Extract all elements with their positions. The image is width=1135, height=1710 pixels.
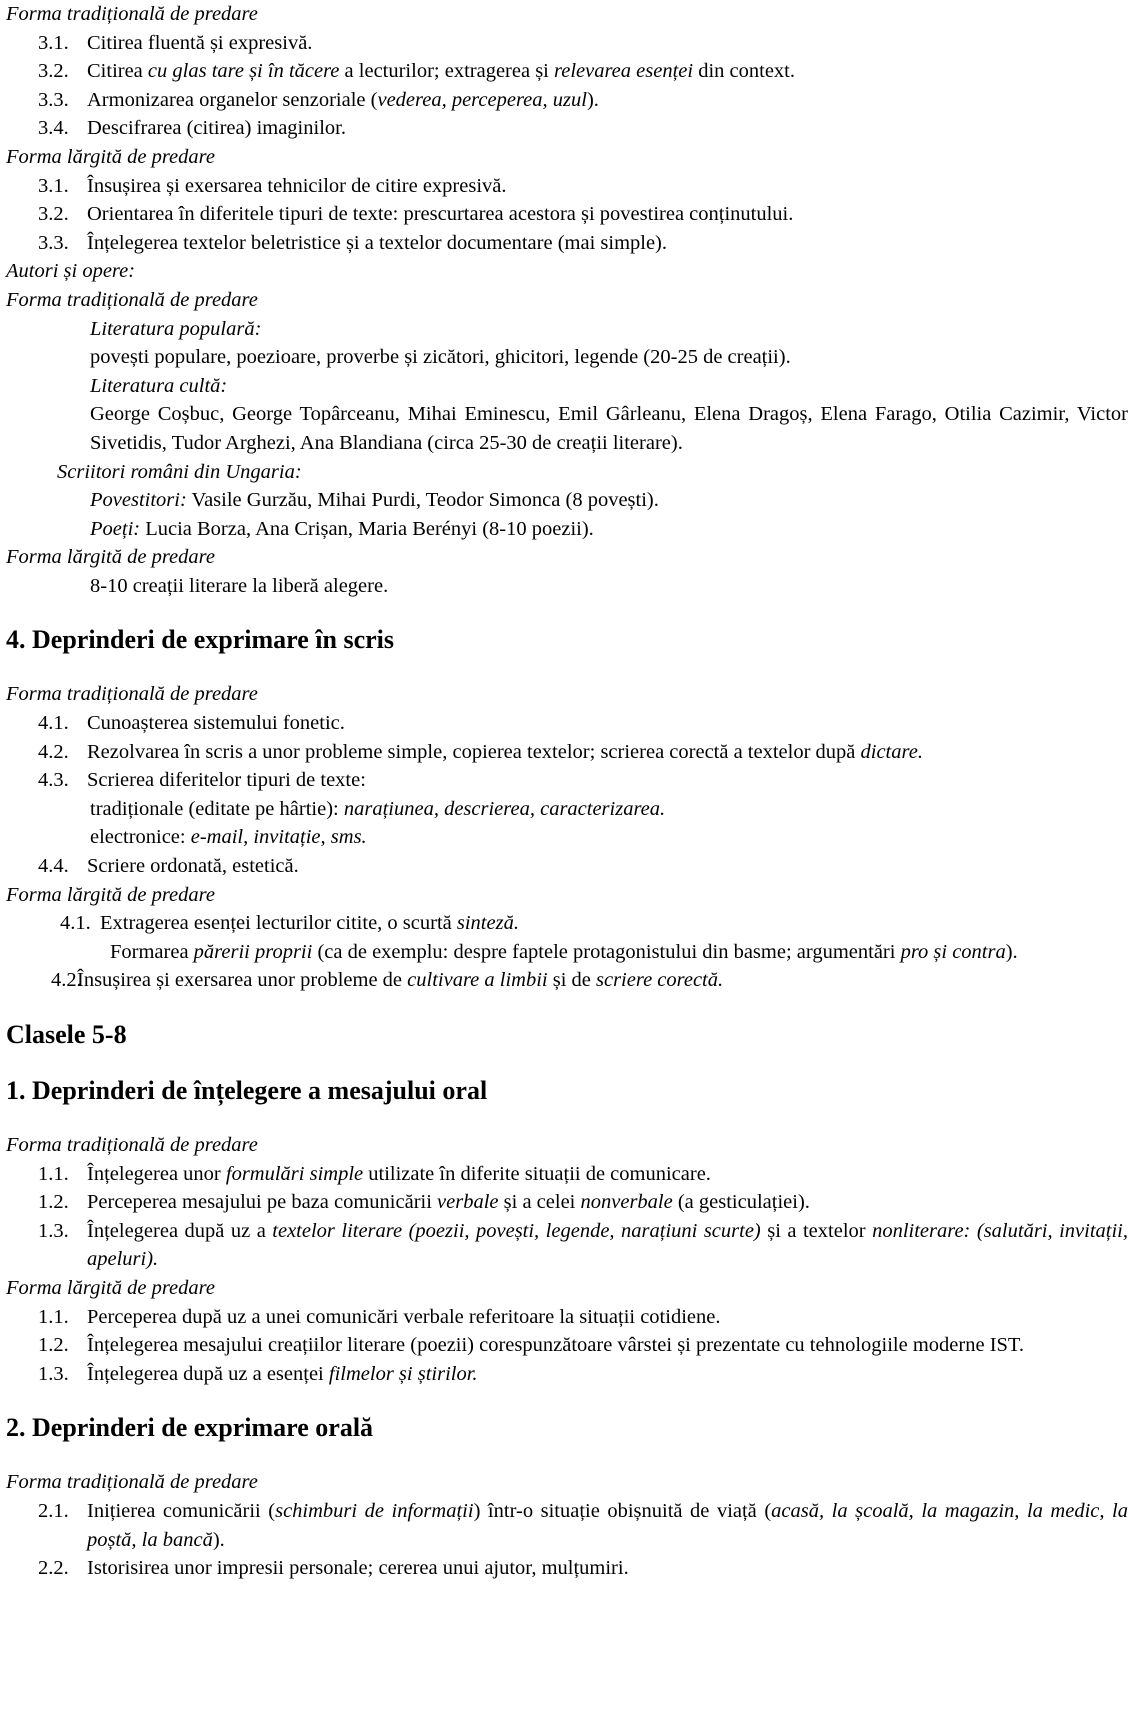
- text-run: Citirea: [87, 60, 148, 83]
- s3-larg-list: [6, 172, 1128, 258]
- item-text: [87, 86, 1128, 115]
- scriitori-romani-label: Scriitori români din Ungaria:: [57, 460, 302, 483]
- text-run: Extragerea esenței lecturilor citite, o scurtă: [100, 912, 457, 935]
- povestitori-text: Vasile Gurzău, Mihai Purdi, Teodor Simonca (8 povești).: [186, 489, 659, 512]
- povestitori-line: [6, 486, 1128, 515]
- list-item: [6, 966, 1128, 995]
- item-text: [87, 200, 1128, 229]
- list-item: [6, 114, 1128, 143]
- text-run: ) într-o situație obișnuită de viață (: [473, 1499, 772, 1522]
- list-item: [6, 1160, 1128, 1189]
- text-run: a lecturilor; extragerea și: [339, 60, 554, 83]
- s2-trad-list: [6, 1497, 1128, 1583]
- item-text: [87, 114, 1128, 143]
- text-run: (a gesticulației).: [672, 1191, 810, 1214]
- list-item: [6, 738, 1128, 767]
- list-item: [6, 1331, 1128, 1360]
- item-text: [87, 1554, 1128, 1583]
- item-text: [87, 1217, 1128, 1274]
- list-item: [6, 229, 1128, 258]
- literatura-culta-label: Literatura cultă:: [90, 374, 228, 397]
- section-4-heading: 4. Deprinderi de exprimare în scris: [6, 625, 395, 655]
- s4-larg-item-2: [6, 966, 1128, 995]
- text-run: Rezolvarea în scris a unor probleme simple, copierea textelor; scrierea corectă a textelor după: [87, 740, 861, 763]
- text-run: narațiunea, descrierea, caracterizarea.: [343, 797, 666, 820]
- list-item: [6, 86, 1128, 115]
- item-text: [100, 909, 1128, 938]
- text-run: și de: [547, 969, 596, 992]
- text-run: Scrierea diferitelor tipuri de texte:: [87, 769, 366, 792]
- s1-larg-list: [6, 1303, 1128, 1389]
- text-run: nonverbale: [580, 1191, 673, 1214]
- list-item: [6, 1360, 1128, 1389]
- s4-form-largita-label: Forma lărgită de predare: [6, 883, 215, 906]
- list-item: [6, 709, 1128, 738]
- list-item: [6, 29, 1128, 58]
- text-run: formulări simple: [225, 1162, 364, 1185]
- text-run: Înțelegerea după uz a esenței: [87, 1362, 329, 1385]
- item-number: 3.2.: [38, 203, 69, 226]
- list-item: [6, 852, 1128, 881]
- item-text: [87, 57, 1128, 86]
- item-number: 3.3.: [38, 88, 69, 111]
- text-run: Perceperea după uz a unei comunicări verbale referitoare la situații cotidiene.: [87, 1305, 721, 1328]
- text-run: Însușirea și exersarea tehnicilor de citire expresivă.: [87, 174, 507, 197]
- item-text: [87, 852, 1128, 881]
- text-run: Orientarea în diferitele tipuri de texte: prescurtarea acestora și povestirea conținutului.: [87, 203, 794, 226]
- item-number: 3.1.: [38, 31, 69, 54]
- list-item: [6, 172, 1128, 201]
- text-run: și a celei: [498, 1191, 581, 1214]
- clasele-heading: Clasele 5-8: [6, 1020, 127, 1049]
- s4-trad-list: [6, 709, 1128, 795]
- literatura-populara-label: Literatura populară:: [90, 317, 262, 340]
- item-text: [87, 738, 1128, 767]
- text-run: Înțelegerea după uz a: [87, 1219, 273, 1242]
- text-run: Înțelegerea textelor beletristice și a textelor documentare (mai simple).: [87, 231, 668, 254]
- s4-larg-item-1: [6, 909, 1128, 938]
- text-run: acasă, la școală, la magazin, la medic, la poștă, la bancă: [87, 1499, 1128, 1551]
- text-run: Citirea fluentă și expresivă.: [87, 31, 313, 54]
- s2-form-traditionala-label: Forma tradițională de predare: [6, 1471, 258, 1494]
- item-number: 4.1.: [60, 912, 91, 935]
- s4-electronice-line: [6, 823, 1128, 852]
- text-run: pro și contra: [900, 940, 1006, 963]
- s3-trad-list: [6, 29, 1128, 143]
- item-text: [87, 29, 1128, 58]
- text-run: Armonizarea organelor senzoriale (: [87, 88, 378, 111]
- text-run: filmelor și știrilor.: [328, 1362, 478, 1385]
- item-number: 4.1.: [38, 712, 69, 735]
- item-text: [87, 1497, 1128, 1554]
- text-run: Descifrarea (citirea) imaginilor.: [87, 117, 346, 140]
- text-run: relevarea esenței: [554, 60, 694, 83]
- item-number: 3.3.: [38, 231, 69, 254]
- item-text: [87, 1360, 1128, 1389]
- item-text: [87, 172, 1128, 201]
- text-run: Formarea: [110, 940, 194, 963]
- text-run: e-mail, invitație, sms.: [190, 826, 367, 849]
- item-text: [87, 1303, 1128, 1332]
- s4-form-traditionala-label: Forma tradițională de predare: [6, 683, 258, 706]
- text-run: sinteză.: [456, 912, 519, 935]
- text-run: ).: [212, 1528, 225, 1551]
- text-run: Istorisirea unor impresii personale; cererea unui ajutor, mulțumiri.: [87, 1557, 629, 1580]
- item-number: 3.2.: [38, 60, 69, 83]
- item-number: 1.2.: [38, 1334, 69, 1357]
- text-run: cultivare a limbii: [407, 969, 548, 992]
- text-run: tradiționale (editate pe hârtie):: [90, 797, 344, 820]
- text-run: Scriere ordonată, estetică.: [87, 855, 299, 878]
- item-number: 3.4.: [38, 117, 69, 140]
- list-item: [6, 1303, 1128, 1332]
- poeti-text: Lucia Borza, Ana Crișan, Maria Berényi (8-10 poezii).: [140, 517, 594, 540]
- item-number: 1.3.: [38, 1362, 69, 1385]
- text-run: Cunoașterea sistemului fonetic.: [87, 712, 345, 735]
- list-item: [6, 1217, 1128, 1274]
- text-run: textelor literare (poezii, povești, legende, narațiuni scurte): [272, 1219, 761, 1242]
- item-text: [77, 966, 1128, 995]
- s4-item-44: [6, 852, 1128, 881]
- text-run: Însușirea și exersarea unor probleme de: [77, 969, 408, 992]
- text-run: electronice:: [90, 826, 191, 849]
- text-run: dictare.: [860, 740, 923, 763]
- text-run: și a textelor: [760, 1219, 873, 1242]
- poeti-line: [6, 515, 1128, 544]
- s1-form-largita-label: Forma lărgită de predare: [6, 1276, 215, 1299]
- list-item: [6, 766, 1128, 795]
- section-1-heading: 1. Deprinderi de înțelegere a mesajului oral: [6, 1076, 488, 1105]
- text-run: cu glas tare și în tăcere: [147, 60, 340, 83]
- item-number: 3.1.: [38, 174, 69, 197]
- list-item: [6, 1188, 1128, 1217]
- form-largita-label: Forma lărgită de predare: [6, 145, 215, 168]
- text-run: schimburi de informații: [275, 1499, 474, 1522]
- item-text: [87, 1160, 1128, 1189]
- text-run: nonliterare: (salutări, invitații, apeluri).: [87, 1219, 1128, 1271]
- item-number: 4.4.: [38, 855, 69, 878]
- poeti-label: Poeți:: [90, 517, 141, 540]
- text-run: părerii proprii: [193, 940, 313, 963]
- item-number: 1.1.: [38, 1162, 69, 1185]
- section-2-heading: 2. Deprinderi de exprimare orală: [6, 1413, 374, 1443]
- item-number: 1.1.: [38, 1305, 69, 1328]
- list-item: [6, 1497, 1128, 1554]
- text-run: utilizate în diferite situații de comunicare.: [363, 1162, 711, 1185]
- item-text: [87, 709, 1128, 738]
- item-text: [87, 229, 1128, 258]
- text-run: vederea, perceperea, uzul: [377, 88, 587, 111]
- item-number: 4.2.: [38, 740, 69, 763]
- form-traditionala-label: Forma tradițională de predare: [6, 3, 258, 25]
- creatii-libere-text: 8-10 creații literare la liberă alegere.: [90, 574, 389, 597]
- item-number: 4.3.: [38, 769, 69, 792]
- form-largita-label-2: Forma lărgită de predare: [6, 546, 215, 569]
- item-text: [87, 1188, 1128, 1217]
- list-item: [6, 1554, 1128, 1583]
- text-run: Înțelegerea unor: [87, 1162, 226, 1185]
- item-number: 1.3.: [38, 1219, 69, 1242]
- s1-form-traditionala-label: Forma tradițională de predare: [6, 1134, 258, 1156]
- item-number: 2.1.: [38, 1499, 69, 1522]
- form-traditionala-label-2: Forma tradițională de predare: [6, 288, 258, 311]
- povestitori-label: Povestitori:: [90, 489, 187, 512]
- s4-larg-item-1-cont: [6, 938, 1128, 967]
- list-item: [6, 57, 1128, 86]
- list-item: [6, 200, 1128, 229]
- autori-opere-label: Autori și opere:: [6, 260, 136, 283]
- text-run: scriere corectă.: [596, 969, 724, 992]
- item-number: 4.2.: [51, 969, 82, 992]
- literatura-culta-text: George Coșbuc, George Topârceanu, Mihai Eminescu, Emil Gârleanu, Elena Dragoș, Elena Farago, Otilia Cazimir, Victor Sivetidis, Tudor Arghezi, Ana Blandiana (circa 25-30 de creații literare).: [90, 403, 1128, 454]
- document-content: [6, 0, 1128, 1583]
- text-run: (ca de exemplu: despre faptele protagonistului din basme; argumentări: [312, 940, 901, 963]
- text-run: ).: [1005, 940, 1018, 963]
- literatura-populara-text: povești populare, poezioare, proverbe și zicători, ghicitori, legende (20-25 de creații).: [90, 346, 791, 369]
- text-run: din context.: [693, 60, 795, 83]
- s4-traditionale-line: [6, 795, 1128, 824]
- s1-trad-list: [6, 1160, 1128, 1274]
- item-number: 1.2.: [38, 1191, 69, 1214]
- list-item: [6, 909, 1128, 938]
- text-run: ).: [586, 88, 599, 111]
- item-number: 2.2.: [38, 1557, 69, 1580]
- text-run: Perceperea mesajului pe baza comunicării: [87, 1191, 438, 1214]
- text-run: Inițierea comunicării (: [87, 1499, 276, 1522]
- text-run: Înțelegerea mesajului creațiilor literare (poezii) corespunzătoare vârstei și prezentate cu tehnologiile moderne IST.: [87, 1334, 1025, 1357]
- text-run: verbale: [437, 1191, 499, 1214]
- item-text: [87, 766, 1128, 795]
- item-text: [87, 1331, 1128, 1360]
